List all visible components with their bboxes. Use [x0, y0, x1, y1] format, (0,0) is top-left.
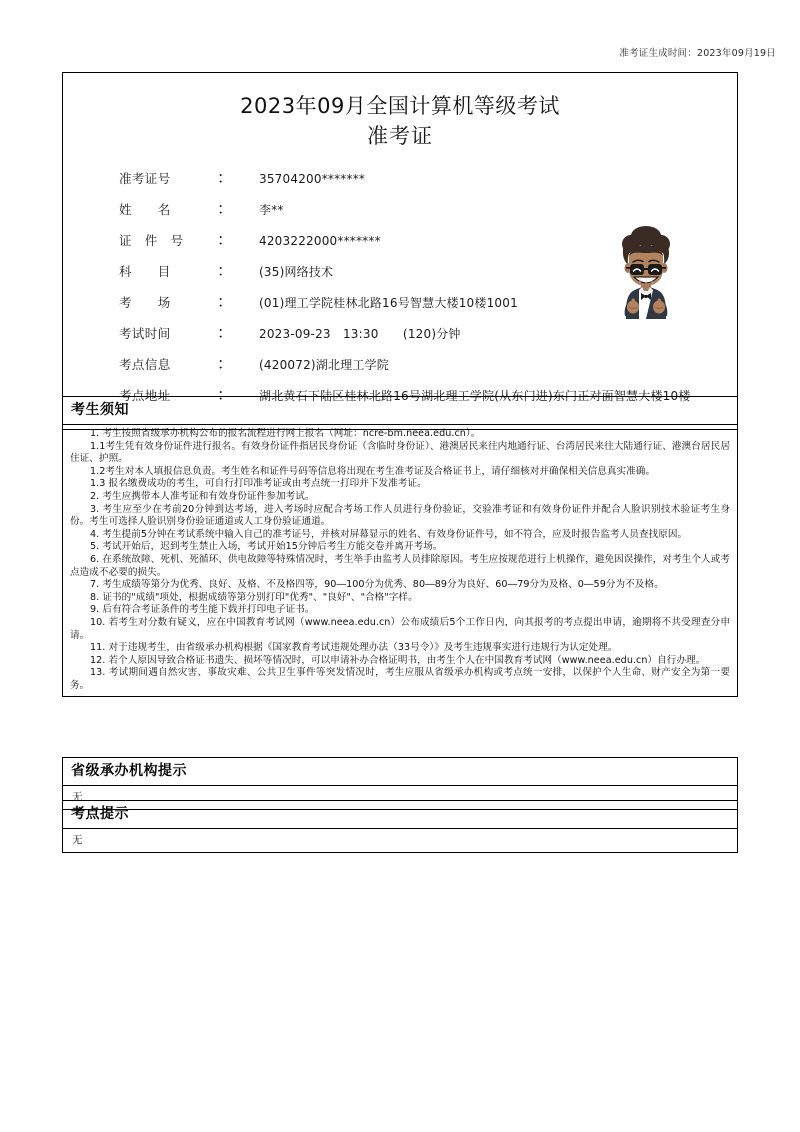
- colon-7: ：: [217, 385, 234, 404]
- province-notice-text: 无: [72, 791, 83, 803]
- notice-item: 1. 考生按照省级承办机构公布的报名流程进行网上报名（网址：ncre-bm.neea.edu.cn）。: [90, 428, 481, 439]
- exam-title: 2023年09月全国计算机等级考试: [240, 94, 560, 118]
- notice-item: 7. 考生成绩等第分为优秀、良好、及格、不及格四等，90―100分为优秀、80―89分为良好、60―79分为及格、0―59分为不及格。: [90, 579, 664, 591]
- value-site-address: 湖北黄石下陆区桂林北路16号湖北理工学院(从东门进)东门正对面智慧大楼10楼: [259, 389, 691, 403]
- colon-4: ：: [217, 292, 234, 311]
- ticket-card: [62, 72, 738, 430]
- site-notice-heading: 考点提示: [62, 800, 738, 828]
- site-notice-text: 无: [72, 834, 83, 846]
- notice-section: [62, 396, 738, 697]
- field-row-ticket-number: [63, 165, 737, 196]
- colon-5: ：: [217, 323, 234, 342]
- notice-item: 2. 考生应携带本人准考证和有效身份证件参加考试。: [90, 490, 315, 502]
- colon-1: ：: [217, 199, 234, 218]
- notice-item: 1.3 报名缴费成功的考生，可自行打印准考证或由考点统一打印并下发准考证。: [90, 478, 427, 490]
- colon-3: ：: [217, 261, 234, 280]
- label-id-number: 证 件 号: [119, 233, 184, 248]
- label-ticket-number: 准考证号: [119, 171, 171, 186]
- label-exam-room: 考 场: [119, 295, 171, 310]
- label-subject: 科 目: [119, 264, 171, 279]
- site-notice-body: [62, 828, 738, 853]
- notice-item: 10. 若考生对分数有疑义，应在中国教育考试网（www.neea.edu.cn）公布成绩后5个工作日内，向其报考的考点提出申请，逾期将不共受理查分申请。: [70, 616, 730, 641]
- colon-6: ：: [217, 354, 234, 373]
- ticket-subtitle: 准考证: [367, 124, 433, 148]
- notice-item: 6. 在系统故障、死机、死循环、供电故障等特殊情况时，考生举手由监考人员排除原因。考生应按规范进行上机操作，避免因误操作，对考生个人或考点造成不必要的损失。: [70, 553, 730, 578]
- notice-item: 3. 考生应至少在考前20分钟到达考场，进入考场时应配合考场工作人员进行身份验证，交验准考证和有效身份证件并配合人脸识别技术验证考生身份。考生可选择人脸识别身份验证通道或人工身份验证通道。: [70, 503, 730, 528]
- notice-item: 1.1考生凭有效身份证件进行报名。有效身份证件指居民身份证（含临时身份证）、港澳居民来往内地通行证、台湾居民来往大陆通行证、港澳台居民居住证、护照。: [70, 440, 730, 465]
- field-row-site-info: [63, 351, 737, 382]
- site-notice-section: [62, 800, 738, 853]
- value-ticket-number: 35704200*******: [259, 172, 366, 186]
- label-site-address: 考点地址: [119, 388, 171, 403]
- notice-heading: 考生须知: [62, 396, 738, 424]
- ticket-title-block: [63, 73, 737, 155]
- value-subject: (35)网络技术: [259, 265, 334, 279]
- notice-item: 1.2考生对本人填报信息负责。考生姓名和证件号码等信息将出现在考生准考证及合格证书上，请仔细核对并确保相关信息真实准确。: [90, 465, 656, 477]
- label-exam-time: 考试时间: [119, 326, 171, 341]
- candidate-info-area: [63, 155, 737, 429]
- field-row-exam-time: [63, 320, 737, 351]
- colon-2: ：: [217, 230, 234, 249]
- value-id-number: 4203222000*******: [259, 234, 381, 248]
- value-exam-time: 2023-09-23 13:30 (120)分钟: [259, 327, 461, 341]
- notice-item-list: [70, 428, 730, 692]
- value-site-info: (420072)湖北理工学院: [259, 358, 389, 372]
- notice-item: 13. 考试期间遇自然灾害、事故灾难、公共卫生事件等突发情况时，考生应服从省级承办机构或考点统一安排，以保护个人生命、财产安全为第一要务。: [70, 667, 730, 691]
- avatar-illustration: [607, 223, 685, 319]
- value-exam-room: (01)理工学院桂林北路16号智慧大楼10楼1001: [259, 296, 518, 310]
- colon-0: ：: [217, 168, 234, 187]
- generation-time-label: 准考证生成时间：2023年09月19日: [619, 48, 776, 59]
- notice-item: 5. 考试开始后，迟到考生禁止入场，考试开始15分钟后考生方能交卷并离开考场。: [90, 541, 443, 553]
- notice-item: 9. 后有符合考证条件的考生能下载并打印电子证书。: [90, 604, 315, 616]
- notice-body: [62, 424, 738, 697]
- notice-item: 4. 考生提前5分钟在考试系统中输入自己的准考证号，并核对屏幕显示的姓名、有效身份证件号，如不符合，应及时报告监考人员查找原因。: [90, 528, 688, 540]
- notice-item: 11. 对于违规考生，由省级承办机构根据《国家教育考试违规处理办法（33号令）》及考生违规事实进行违规行为认定处理。: [90, 642, 618, 654]
- candidate-photo: [607, 223, 685, 319]
- value-name: 李**: [259, 203, 284, 217]
- label-site-info: 考点信息: [119, 357, 171, 372]
- province-notice-heading: 省级承办机构提示: [62, 757, 738, 785]
- notice-item: 8. 证书的"成绩"项处，根据成绩等第分别打印"优秀"、"良好"、"合格"字样。: [90, 591, 418, 603]
- label-name: 姓 名: [119, 202, 171, 217]
- notice-item: 12. 若个人原因导致合格证书遗失、损坏等情况时，可以申请补办合格证明书，由考生个人在中国教育考试网（www.neea.edu.cn）自行办理。: [90, 654, 706, 666]
